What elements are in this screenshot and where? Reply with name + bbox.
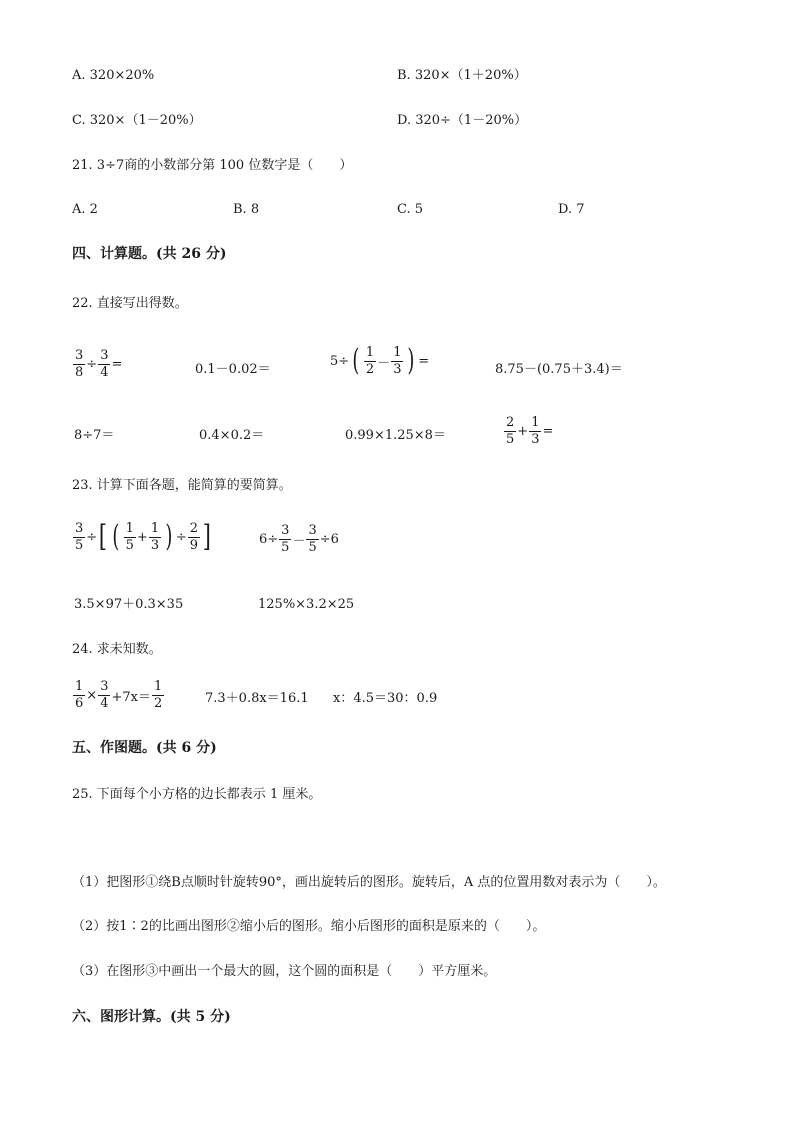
q22-expr-7: 0.99×1.25×8＝ (345, 428, 446, 443)
q23-expr-2 (259, 524, 339, 554)
q24-expr-1 (72, 680, 165, 710)
numerator: 1 (365, 345, 375, 360)
numerator: 1 (150, 521, 160, 536)
numerator: 1 (75, 679, 84, 694)
fraction (364, 346, 376, 376)
numerator: 3 (100, 348, 109, 363)
q22-expr-8 (503, 416, 553, 446)
operator: － (377, 355, 391, 371)
operator: ÷ (86, 529, 98, 545)
q23-expr-3: 3.5×97＋0.3×35 (74, 597, 184, 612)
numerator: 1 (393, 345, 402, 360)
operator: － (292, 533, 306, 549)
fraction (73, 680, 85, 710)
q25-stem: 25. 下面每个小方格的边长都表示 1 厘米。 (72, 787, 322, 802)
q22-stem: 22. 直接写出得数。 (72, 296, 188, 311)
denominator: 5 (125, 537, 134, 553)
numerator: 3 (281, 523, 290, 538)
operator: + (136, 529, 148, 545)
suffix: ÷6 (319, 531, 339, 547)
denominator: 9 (189, 537, 198, 553)
q23-expr-4: 125%×3.2×25 (258, 597, 355, 612)
prefix: 6÷ (259, 531, 279, 547)
equals: = (418, 353, 430, 369)
fraction (504, 416, 516, 446)
fraction (306, 524, 318, 554)
numerator: 2 (189, 521, 198, 536)
fraction (98, 349, 110, 379)
q20-option-c: C. 320×（1－20%） (72, 113, 202, 128)
q21-option-b: B. 8 (233, 202, 260, 217)
q21-option-c: C. 5 (397, 202, 424, 217)
left-bracket: [ (98, 519, 108, 555)
fraction (391, 346, 403, 376)
fraction (73, 349, 85, 379)
q25-part-1: （1）把图形①绕B点顺时针旋转90°，画出旋转后的图形。旋转后，A 点的位置用数对表示为（ ）。 (72, 875, 666, 890)
numerator: 3 (75, 348, 84, 363)
fraction (279, 524, 291, 554)
q22-expr-6: 0.4×0.2＝ (199, 428, 265, 443)
numerator: 3 (308, 523, 317, 538)
fraction (188, 522, 200, 552)
denominator: 2 (153, 695, 163, 711)
prefix: 5÷ (330, 353, 350, 369)
denominator: 3 (150, 537, 160, 553)
fraction (152, 680, 164, 710)
fraction (529, 416, 541, 446)
q22-expr-4: 8.75－(0.75＋3.4)＝ (495, 362, 623, 377)
numerator: 1 (153, 679, 163, 694)
q24-expr-2: 7.3＋0.8x＝16.1 (205, 691, 309, 706)
q22-expr-3 (330, 343, 430, 379)
denominator: 6 (75, 695, 84, 711)
numerator: 1 (125, 521, 134, 536)
q23-stem: 23. 计算下面各题，能简算的要简算。 (72, 478, 292, 493)
middle: +7x＝ (111, 689, 151, 705)
numerator: 2 (506, 415, 515, 430)
q25-part-2: （2）按1∶2的比画出图形②缩小后的图形。缩小后图形的面积是原来的（ ）。 (72, 919, 546, 934)
numerator: 3 (75, 521, 84, 536)
denominator: 4 (100, 364, 109, 380)
right-bracket: ] (202, 519, 211, 555)
equals: = (542, 423, 554, 439)
denominator: 2 (365, 361, 375, 377)
left-paren: ( (112, 519, 120, 555)
q22-expr-5: 8÷7＝ (74, 428, 115, 443)
q21-option-d: D. 7 (558, 202, 585, 217)
q21-stem: 21. 3÷7商的小数部分第 100 位数字是（ ） (72, 158, 353, 173)
denominator: 3 (531, 431, 540, 447)
denominator: 5 (75, 537, 84, 553)
denominator: 5 (506, 431, 515, 447)
right-paren: ) (165, 519, 173, 555)
q20-option-b: B. 320×（1＋20%） (397, 68, 527, 83)
equals: = (111, 356, 123, 372)
right-paren: ) (407, 343, 415, 379)
section-4-title: 四、计算题。(共 26 分) (72, 246, 227, 262)
operator: × (86, 687, 98, 703)
q22-expr-2: 0.1－0.02＝ (195, 362, 271, 377)
operator: ÷ (86, 356, 98, 372)
operator: + (517, 423, 529, 439)
denominator: 3 (393, 361, 402, 377)
q24-expr-3: x：4.5＝30：0.9 (333, 691, 438, 706)
denominator: 4 (100, 695, 109, 711)
q25-part-3: （3）在图形③中画出一个最大的圆，这个圆的面积是（ ）平方厘米。 (72, 964, 497, 979)
section-6-title: 六、图形计算。(共 5 分) (72, 1009, 231, 1025)
numerator: 1 (531, 415, 540, 430)
denominator: 8 (75, 364, 84, 380)
denominator: 5 (308, 539, 317, 555)
left-paren: ( (352, 343, 360, 379)
q21-option-a: A. 2 (72, 202, 98, 217)
q23-expr-1 (72, 519, 213, 555)
fraction (149, 522, 161, 552)
section-5-title: 五、作图题。(共 6 分) (72, 740, 217, 756)
fraction (124, 522, 136, 552)
fraction (98, 680, 110, 710)
q24-stem: 24. 求未知数。 (72, 642, 162, 657)
q20-option-a: A. 320×20% (72, 68, 155, 83)
operator: ÷ (175, 529, 187, 545)
q20-option-d: D. 320÷（1－20%） (397, 113, 528, 128)
q22-expr-1 (72, 349, 122, 379)
denominator: 5 (281, 539, 290, 555)
fraction (73, 522, 85, 552)
numerator: 3 (100, 679, 109, 694)
